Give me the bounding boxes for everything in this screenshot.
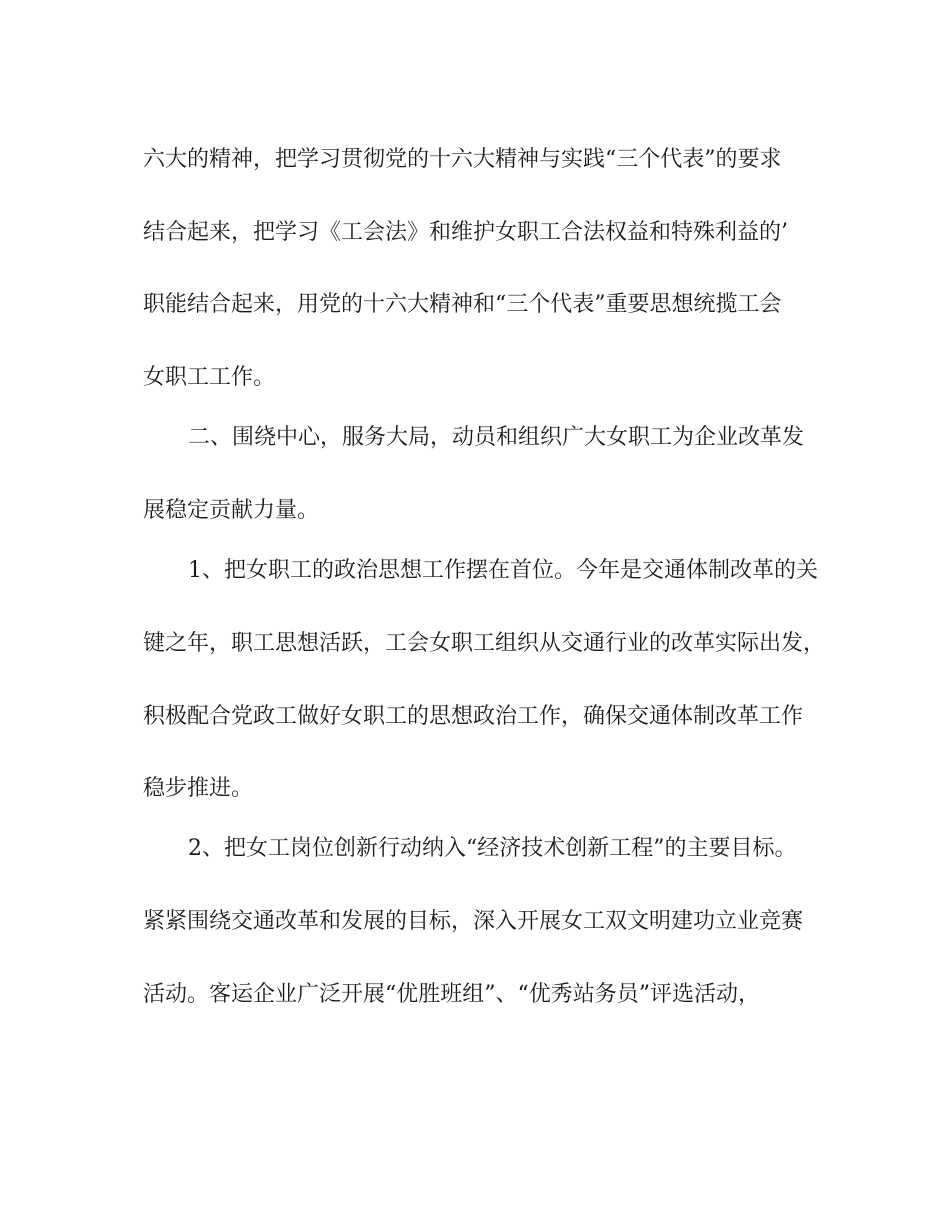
section-heading-line: 二、围绕中心，服务大局，动员和组织广大女职工为企业改革发 [188,425,805,450]
paragraph-line: 紧紧围绕交通改革和发展的目标，深入开展女工双文明建功立业竞赛 [143,909,804,934]
paragraph-line: 积极配合党政工做好女职工的思想政治工作，确保交通体制改革工作 [143,704,804,729]
paragraph-line: 活动。客运企业广泛开展“优胜班组”、“优秀站务员”评选活动， [143,982,760,1007]
paragraph-line: 六大的精神，把学习贯彻党的十六大精神与实践“三个代表”的要求 [143,147,782,172]
paragraph-line: 2、把女工岗位创新行动纳入“经济技术创新工程”的主要目标。 [188,836,797,861]
paragraph-line: 结合起来，把学习《工会法》和维护女职工合法权益和特殊利益的’ [143,220,788,245]
paragraph-line: 稳步推进。 [143,776,254,801]
paragraph-line: 职能结合起来，用党的十六大精神和“三个代表”重要思想统揽工会 [143,292,782,317]
paragraph-line: 1、把女职工的政治思想工作摆在首位。今年是交通体制改革的关 [188,558,818,583]
paragraph-line: 键之年，职工思想活跃，工会女职工组织从交通行业的改革实际出发， [143,631,826,656]
section-heading-line: 展稳定贡献力量。 [143,498,320,523]
paragraph-line: 女职工工作。 [143,365,276,390]
